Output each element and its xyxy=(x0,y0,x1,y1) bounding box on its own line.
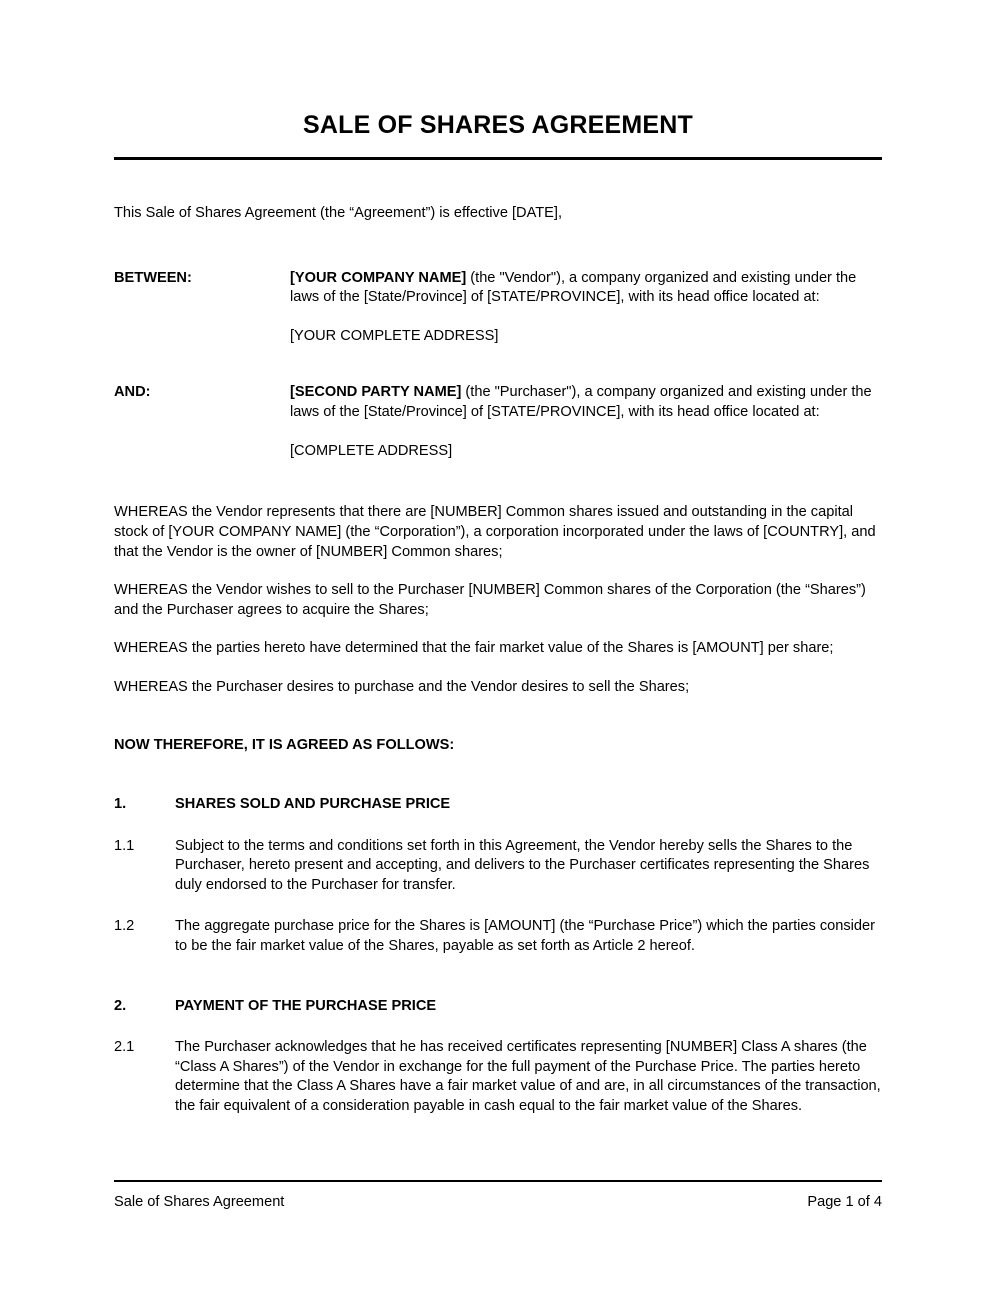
footer-divider xyxy=(114,1180,882,1182)
party-description-purchaser: (the "Purchaser"), a company organized and existing under the laws of the [State/Province] of [STATE/PROVINCE], with its head office located at: xyxy=(290,383,872,420)
party-name-purchaser: [SECOND PARTY NAME] xyxy=(290,383,462,400)
page-title: SALE OF SHARES AGREEMENT xyxy=(302,111,694,139)
party-name-vendor: [YOUR COMPANY NAME] xyxy=(290,269,467,286)
party-block-vendor xyxy=(114,269,882,347)
party-label-and: AND: xyxy=(114,383,151,400)
clause-number: 1.1 xyxy=(114,837,135,854)
recitals-block xyxy=(114,503,882,697)
clause-text: Subject to the terms and conditions set forth in this Agreement, the Vendor hereby sells the Shares to the Purchaser, hereto present and accepting, and delivers to the Purchaser certificates representing the Shares duly endorsed to the Purchaser for transfer. xyxy=(175,837,870,893)
title-divider xyxy=(114,157,882,160)
party-description-vendor: (the "Vendor"), a company organized and existing under the laws of the [State/Province] of [STATE/PROVINCE], with its head office located at: xyxy=(290,269,857,306)
clause-number: 1.2 xyxy=(114,918,135,935)
article-heading-1 xyxy=(114,795,882,815)
party-details-vendor xyxy=(290,269,882,347)
clause-text: The aggregate purchase price for the Shares is [AMOUNT] (the “Purchase Price”) which the parties consider to be the fair market value of the Shares, payable as set forth as Article 2 hereof. xyxy=(175,918,875,955)
recital-paragraph: WHEREAS the Vendor wishes to sell to the Purchaser [NUMBER] Common shares of the Corporation (the “Shares”) and the Purchaser agrees to acquire the Shares; xyxy=(114,582,866,618)
article-number: 2. xyxy=(114,997,127,1014)
clause-1-1 xyxy=(114,837,882,896)
footer-document-name: Sale of Shares Agreement xyxy=(114,1194,285,1210)
page-footer xyxy=(114,1180,882,1213)
recital-paragraph: WHEREAS the parties hereto have determined that the fair market value of the Shares is [AMOUNT] per share; xyxy=(114,640,834,657)
party-label-between: BETWEEN: xyxy=(114,269,192,286)
intro-paragraph: This Sale of Shares Agreement (the “Agreement”) is effective [DATE], xyxy=(114,205,563,221)
party-address-purchaser: [COMPLETE ADDRESS] xyxy=(290,442,453,459)
document-body xyxy=(114,0,882,1117)
recital-paragraph: WHEREAS the Purchaser desires to purchase and the Vendor desires to sell the Shares; xyxy=(114,678,690,695)
footer-page-number: Page 1 of 4 xyxy=(807,1194,882,1210)
party-details-purchaser xyxy=(290,383,882,461)
clause-2-1 xyxy=(114,1038,882,1116)
article-heading-2 xyxy=(114,997,882,1017)
article-title: SHARES SOLD AND PURCHASE PRICE xyxy=(175,796,451,813)
article-title: PAYMENT OF THE PURCHASE PRICE xyxy=(175,997,437,1014)
article-number: 1. xyxy=(114,796,127,813)
clause-1-2 xyxy=(114,917,882,956)
clause-number: 2.1 xyxy=(114,1039,135,1056)
footer-row xyxy=(114,1193,882,1213)
party-block-purchaser xyxy=(114,383,882,461)
clause-text: The Purchaser acknowledges that he has received certificates representing [NUMBER] Class A shares (the “Class A Shares”) of the Vendor in exchange for the full payment of the Purchase Price. The parties hereto determine that the Class A Shares have a fair market value of and are, in all circumstances of the transaction, the fair equivalent of a consideration payable in cash equal to the fair market value of the Shares. xyxy=(175,1039,881,1115)
party-address-vendor: [YOUR COMPLETE ADDRESS] xyxy=(290,328,499,345)
agreement-lead-in: NOW THEREFORE, IT IS AGREED AS FOLLOWS: xyxy=(114,736,455,753)
recital-paragraph: WHEREAS the Vendor represents that there are [NUMBER] Common shares issued and outstanding in the capital stock of [YOUR COMPANY NAME] (the “Corporation”), a corporation incorporated under the laws of [COUNTRY], and that the Vendor is the owner of [NUMBER] Common shares; xyxy=(114,504,876,560)
